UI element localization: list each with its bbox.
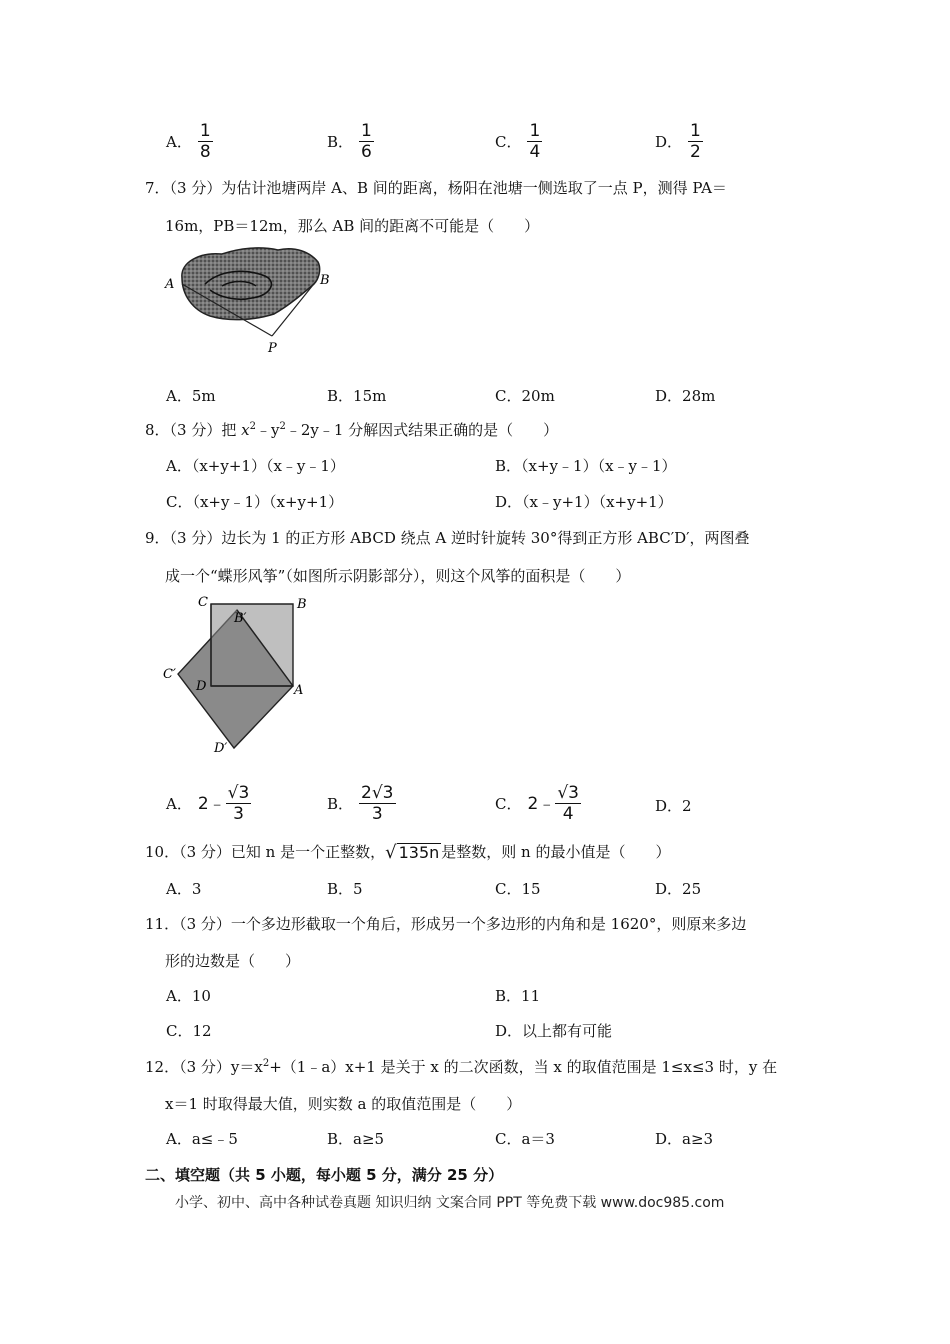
kite-figure — [160, 590, 320, 760]
q11-option-a: A．10 — [166, 987, 211, 1005]
q8-option-a: A．（x+y+1）（x﹣y﹣1） — [166, 457, 345, 475]
q8-stem-pre: 8．（3 分）把 — [145, 421, 242, 439]
numerator: √3 — [227, 783, 250, 803]
q8-option-d: D．（x﹣y+1）（x+y+1） — [495, 493, 673, 511]
q7-option-b: B．15m — [327, 387, 387, 405]
square-root — [385, 843, 441, 862]
fraction — [359, 784, 395, 823]
fraction — [527, 122, 542, 161]
option-letter: B． — [327, 132, 354, 151]
q11-stem-line1: 11．（3 分）一个多边形截取一个角后，形成另一个多边形的内角和是 1620°，则原来多边 — [145, 915, 747, 933]
q8-exp2: 2 — [279, 421, 286, 432]
numerator: 1 — [529, 121, 541, 141]
q6-option-c — [495, 122, 542, 161]
q8-stem — [145, 420, 558, 440]
q11-stem-line2: 形的边数是（ ） — [165, 952, 301, 970]
denominator: 4 — [562, 804, 574, 824]
label-b: B — [320, 273, 330, 288]
page-footer: 小学、初中、高中各种试卷真题 知识归纳 文案合同 PPT 等免费下载 www.doc985.com — [175, 1195, 725, 1211]
q12-option-a: A．a≤﹣5 — [166, 1130, 238, 1148]
q8-stem-mid: ﹣y — [255, 421, 280, 439]
q8-exp1: 2 — [249, 421, 256, 432]
label-d-prime: D′ — [214, 741, 228, 756]
q10-option-b: B．5 — [327, 880, 363, 898]
q12-stem-post: +（1﹣a）x+1 是关于 x 的二次函数，当 x 的取值范围是 1≤x≤3 时，y 在 — [269, 1058, 778, 1076]
denominator: 8 — [199, 142, 211, 162]
q9-option-a — [166, 784, 251, 823]
numerator: 2√3 — [361, 783, 394, 803]
label-p: P — [268, 341, 277, 356]
q6-option-b — [327, 122, 374, 161]
q12-option-b: B．a≥5 — [327, 1130, 385, 1148]
q8-var-x: x — [241, 421, 250, 439]
q11-option-d: D．以上都有可能 — [495, 1022, 613, 1040]
q9-stem-line2: 成一个“蝶形风筝”（如图所示阴影部分），则这个风筝的面积是（ ） — [165, 567, 631, 585]
q10-option-d: D．25 — [655, 880, 702, 898]
fraction — [198, 122, 213, 161]
option-letter: D． — [655, 132, 683, 151]
q7-stem-line2: 16m，PB＝12m，那么 AB 间的距离不可能是（ ） — [165, 217, 540, 235]
q11-option-c: C．12 — [166, 1022, 212, 1040]
q12-option-d: D．a≥3 — [655, 1130, 714, 1148]
fraction — [359, 122, 374, 161]
q12-option-c: C．a＝3 — [495, 1130, 555, 1148]
radicand: 135n — [398, 842, 440, 862]
section-heading: 二、填空题（共 5 小题，每小题 5 分，满分 25 分） — [145, 1166, 504, 1184]
radical-sign: √ — [385, 841, 397, 863]
q12-stem-line2: x＝1 时取得最大值，则实数 a 的取值范围是（ ） — [165, 1095, 522, 1113]
q11-option-b: B．11 — [495, 987, 541, 1005]
option-letter: C． — [495, 132, 522, 151]
q9-stem-line1: 9．（3 分）边长为 1 的正方形 ABCD 绕点 A 逆时针旋转 30°得到正方形 ABC′D′，两图叠 — [145, 529, 750, 547]
q6-option-d — [655, 122, 703, 161]
label-a: A — [165, 277, 175, 292]
denominator: 6 — [361, 142, 372, 162]
integer-part: 2﹣ — [197, 793, 226, 814]
numerator: √3 — [557, 783, 579, 803]
fraction — [226, 784, 252, 823]
q8-option-b: B．（x+y﹣1）（x﹣y﹣1） — [495, 457, 677, 475]
label-c: C — [198, 595, 208, 610]
q10-option-c: C．15 — [495, 880, 541, 898]
label-d: D — [196, 679, 207, 694]
q9-option-d: D．2 — [655, 797, 692, 815]
numerator: 1 — [199, 121, 211, 141]
label-c-prime: C′ — [163, 667, 176, 682]
q12-exp: 2 — [262, 1058, 270, 1069]
denominator: 4 — [529, 142, 541, 162]
label-a: A — [294, 683, 304, 698]
integer-part: 2﹣ — [527, 793, 556, 814]
denominator: 2 — [690, 142, 701, 162]
fraction — [688, 122, 703, 161]
option-letter: A． — [166, 132, 192, 151]
q8-stem-post: ﹣2y﹣1 分解因式结果正确的是（ ） — [285, 421, 559, 439]
original-square — [211, 604, 293, 686]
denominator: 3 — [233, 804, 244, 824]
q12-stem-pre: 12．（3 分）y＝x — [145, 1058, 263, 1076]
numerator: 1 — [361, 121, 372, 141]
q7-option-d: D．28m — [655, 387, 716, 405]
numerator: 1 — [690, 121, 701, 141]
q10-stem-post: 是整数，则 n 的最小值是（ ） — [441, 843, 671, 861]
q9-option-b — [327, 784, 396, 823]
fraction — [555, 784, 581, 823]
option-letter: B． — [327, 794, 354, 813]
q10-stem — [145, 842, 670, 862]
q7-option-a: A．5m — [166, 387, 216, 405]
label-b-prime: B′ — [234, 611, 247, 626]
q12-stem-line1 — [145, 1057, 777, 1077]
q7-option-c: C．20m — [495, 387, 555, 405]
denominator: 3 — [371, 804, 383, 824]
q10-stem-pre: 10．（3 分）已知 n 是一个正整数， — [145, 843, 386, 861]
q8-option-c: C．（x+y﹣1）（x+y+1） — [166, 493, 344, 511]
option-letter: A． — [166, 794, 192, 813]
pond-figure — [160, 240, 340, 356]
q6-option-a — [166, 122, 213, 161]
q7-stem-line1: 7．（3 分）为估计池塘两岸 A、B 间的距离，杨阳在池塘一侧选取了一点 P，测得 PA＝ — [145, 179, 727, 197]
q9-option-c — [495, 784, 581, 823]
q10-option-a: A．3 — [166, 880, 202, 898]
label-b: B — [297, 597, 307, 612]
option-letter: C． — [495, 794, 522, 813]
